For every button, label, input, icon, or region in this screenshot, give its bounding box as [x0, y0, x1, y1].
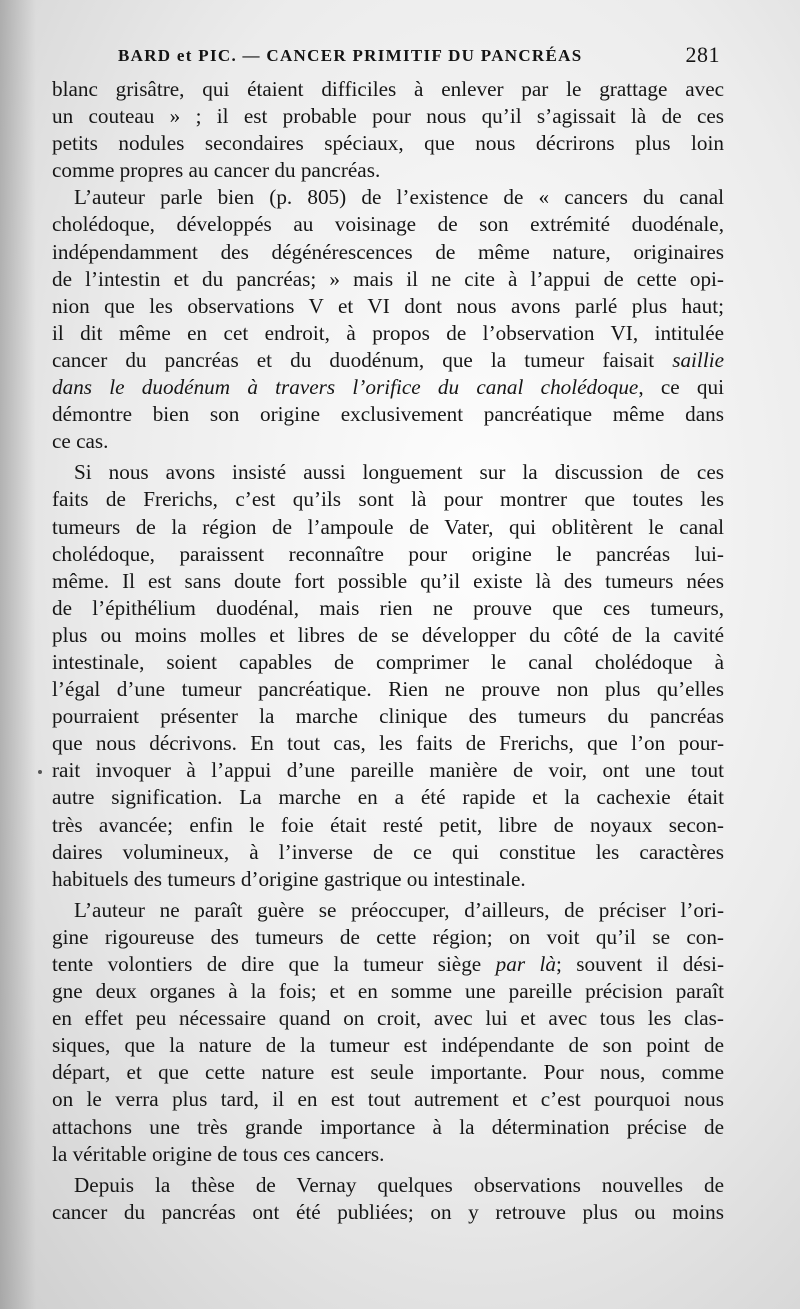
- text-line: très avancée; enfin le foie était resté petit, libre de noyaux secon-: [52, 812, 724, 837]
- text-line: attachons une très grande importance à la détermination précise de: [52, 1114, 724, 1139]
- text-line: pourraient présenter la marche clinique des tumeurs du pancréas: [52, 704, 724, 729]
- text-line: il dit même en cet endroit, à propos de l’observation VI, intitulée: [52, 320, 724, 345]
- text-line: départ, et que cette nature est seule importante. Pour nous, comme: [52, 1060, 724, 1085]
- text-line: autre signification. La marche en a été rapide et la cachexie était: [52, 785, 724, 810]
- italic-text: par là: [495, 952, 556, 976]
- italic-text: saillie: [672, 347, 724, 372]
- text-line: comme propres au cancer du pancréas.: [52, 158, 381, 183]
- text-line: gne deux organes à la fois; et en somme une pareille précision paraît: [52, 979, 724, 1004]
- text-line: l’égal d’une tumeur pancréatique. Rien ne prouve non plus qu’elles: [52, 677, 724, 702]
- text-segment: ; souvent il dési-: [555, 952, 724, 976]
- text-line: Si nous avons insisté aussi longuement sur la discussion de ces: [74, 460, 724, 485]
- text-line: de l’épithélium duodénal, mais rien ne prouve que ces tumeurs,: [52, 595, 724, 620]
- text-line: petits nodules secondaires spéciaux, que nous décrirons plus loin: [52, 131, 724, 156]
- running-title: BARD et PIC. — CANCER PRIMITIF DU PANCRÉAS: [118, 46, 583, 65]
- margin-dot: [38, 770, 42, 774]
- text-segment: tente volontiers de dire que la tumeur siège: [52, 952, 496, 976]
- text-line: plus ou moins molles et libres de se développer du côté de la cavité: [52, 622, 724, 647]
- text-line: Depuis la thèse de Vernay quelques observations nouvelles de: [74, 1172, 724, 1197]
- body-text: [52, 76, 724, 1226]
- text-segment: cancer du pancréas et du duodénum, que la tumeur faisait: [52, 347, 673, 372]
- text-line: [52, 374, 724, 401]
- paragraph-1: [52, 76, 724, 184]
- text-line: rait invoquer à l’appui d’une pareille manière de voir, ont une tout: [52, 758, 724, 783]
- text-line: L’auteur parle bien (p. 805) de l’existence de « cancers du canal: [74, 185, 724, 210]
- text-line: un couteau » ; il est probable pour nous qu’il s’agissait là de ces: [52, 104, 724, 129]
- page-header: [118, 42, 720, 72]
- text-line: indépendamment des dégénérescences de même nature, originaires: [52, 239, 724, 264]
- text-line: même. Il est sans doute fort possible qu’il existe là des tumeurs nées: [52, 568, 724, 593]
- text-line: blanc grisâtre, qui étaient difficiles à enlever par le grattage avec: [52, 77, 724, 101]
- text-line: L’auteur ne paraît guère se préoccuper, d’ailleurs, de préciser l’ori-: [74, 897, 724, 922]
- text-segment: , ce qui: [638, 375, 724, 400]
- text-line: faits de Frerichs, c’est qu’ils sont là pour montrer que toutes les: [52, 487, 724, 512]
- text-line: siques, que la nature de la tumeur est indépendante de son point de: [52, 1033, 724, 1058]
- text-line: démontre bien son origine exclusivement pancréatique même dans: [52, 402, 724, 427]
- italic-text: dans le duodénum à travers l’orifice du canal cholédoque: [52, 375, 639, 400]
- text-line: la véritable origine de tous ces cancers.: [52, 1141, 385, 1166]
- text-line: cholédoque, paraissent reconnaître pour origine le pancréas lui-: [52, 541, 724, 566]
- text-line: habituels des tumeurs d’origine gastrique ou intestinale.: [52, 866, 526, 891]
- text-line: tumeurs de la région de l’ampoule de Vater, qui oblitèrent le canal: [52, 514, 724, 539]
- text-line: [52, 347, 724, 374]
- text-line: en effet peu nécessaire quand on croit, avec lui et avec tous les clas-: [52, 1006, 724, 1031]
- text-line: nion que les observations V et VI dont nous avons parlé plus haut;: [52, 293, 724, 318]
- text-line: cholédoque, développés au voisinage de son extrémité duodénale,: [52, 212, 724, 237]
- text-line: on le verra plus tard, il en est tout autrement et c’est pourquoi nous: [52, 1087, 724, 1112]
- text-line: gine rigoureuse des tumeurs de cette région; on voit qu’il se con-: [52, 924, 724, 949]
- text-line: cancer du pancréas ont été publiées; on y retrouve plus ou moins: [52, 1199, 724, 1224]
- text-line: daires volumineux, à l’inverse de ce qui constitue les caractères: [52, 839, 724, 864]
- paragraph-3: [52, 459, 724, 893]
- paragraph-5: [52, 1172, 724, 1226]
- text-line: intestinale, soient capables de comprimer le canal cholédoque à: [52, 649, 724, 674]
- text-line: que nous décrivons. En tout cas, les faits de Frerichs, que l’on pour-: [52, 731, 724, 756]
- text-line: ce cas.: [52, 429, 109, 454]
- page-number: 281: [685, 42, 720, 67]
- text-line: de l’intestin et du pancréas; » mais il ne cite à l’appui de cette opi-: [52, 266, 724, 291]
- paragraph-4: [52, 897, 724, 1168]
- text-line: [52, 951, 724, 978]
- paragraph-2: [52, 184, 724, 455]
